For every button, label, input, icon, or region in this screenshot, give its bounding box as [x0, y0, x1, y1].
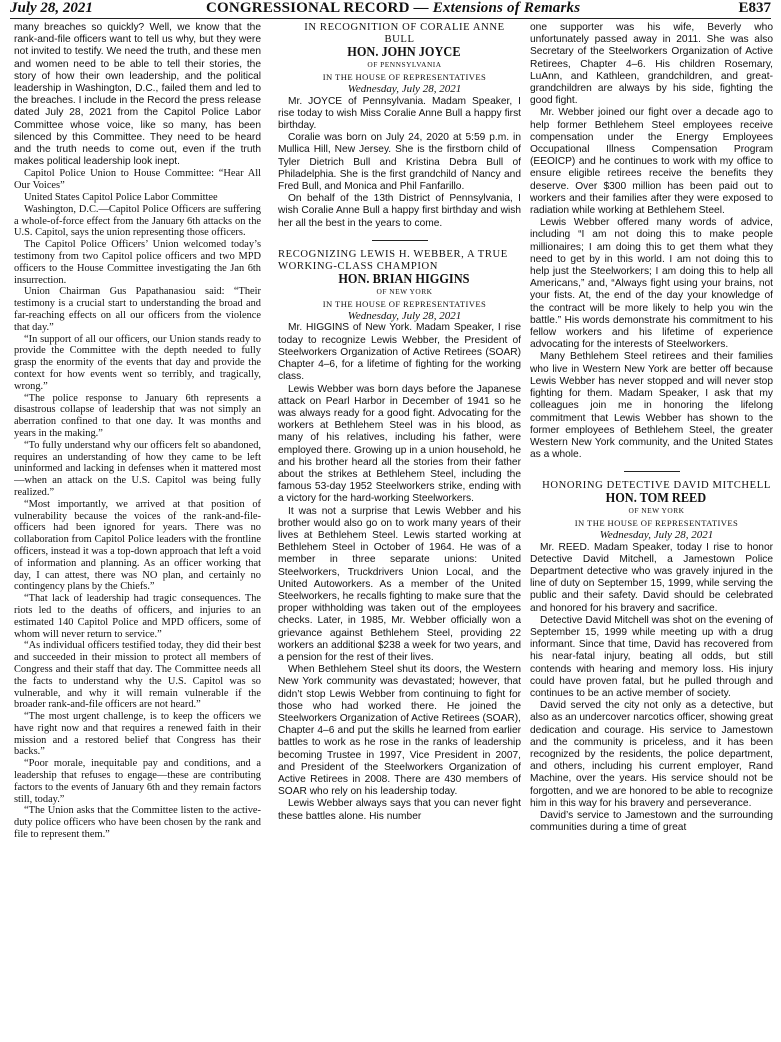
header-date: July 28, 2021 — [10, 0, 93, 16]
column-3 — [530, 22, 773, 1038]
column-2 — [278, 22, 521, 1038]
speech-date: Wednesday, July 28, 2021 — [347, 83, 462, 96]
section-title: HONORING DETECTIVE DAVID MITCHELL — [542, 480, 771, 492]
section-divider — [372, 240, 428, 241]
paragraph: Lewis Webber offered many words of advice, including “I am not doing this to make people millionaires; I am doing this to get them what they need to get by in this world. I am not doing this to help just the Steelworkers; I am doing this to help all Americans,” and, “Always fight using your brains, not your fists. At, the end of the day your knowledge of the contract will be more likely to help you win the battle.” His words demonstrate his commitment to his fellow workers and his lifetime of experience advocating for the interests of Steelworkers. — [530, 217, 773, 351]
speech-date: Wednesday, July 28, 2021 — [347, 310, 462, 323]
paragraph: On behalf of the 13th District of Pennsylvania, I wish Coralie Anne Bull a happy first birthday and wish her all the best in the years to come. — [278, 193, 521, 229]
paragraph: “Poor morale, inequitable pay and conditions, and a leadership that refuses to engage—these are contributing factors to the events of January 6th and they remain factors still, today.” — [14, 758, 261, 805]
paragraph: When Bethlehem Steel shut its doors, the Western New York community was devastated; however, that didn’t stop Lewis Webber from continuing to fight for those who had worked there. He joined the Steelworkers Organization of Active Retirees (SOAR), Chapter 4–6 and put the skills he learned from earlier battles to work as he rose in the ranks of leadership becoming Trustee in 1997, Vice President in 2007, and President of the Steelworkers Organization of Active Retirees in 2008. There are 430 members of SOAR who rely on his leadership today. — [278, 664, 521, 798]
paragraph: Mr. HIGGINS of New York. Madam Speaker, I rise today to recognize Lewis Webber, the President of Steelworkers Organization of Active Retirees (SOAR) Chapter 4–6, for a lifetime of fighting for the working class. — [278, 322, 521, 383]
press-release-source: United States Capitol Police Labor Committee — [24, 192, 218, 204]
header-subtitle: — Extensions of Remarks — [413, 0, 581, 16]
member-name: HON. TOM REED — [605, 490, 707, 506]
paragraph: Many Bethlehem Steel retirees and their families who live in Western New York are better off because Lewis Webber has never stopped and will never stop fighting for them. Madam Speaker, I ask that my colleagues join me in honoring the lifelong commitment that Lewis Webber has shown to the former employees of Bethlehem Steel, the greater Western New York community, and the United States as a whole. — [530, 351, 773, 461]
paragraph: David served the city not only as a detective, but also as an undercover narcotics officer, showing great dedication and courage. His service to Jamestown and the community is priceless, and it has been recognized by the residents, the police department, and others, including his current employer, Rand Machine, over the years. His service should not be forgotten, and we are honored to be able to recognize him in this way for his bravery and perseverance. — [530, 700, 773, 809]
section-title: RECOGNIZING LEWIS H. WEBBER, A TRUE WORKING-CLASS CHAMPION — [278, 248, 508, 273]
header-rule — [10, 18, 771, 19]
paragraph: Mr. REED. Madam Speaker, today I rise to honor Detective David Mitchell, a Jamestown Police Department detective who was gravely injured in the line of duty on September 15, 1999, while serving the public and their safety. David should be celebrated and honored for his bravery and sacrifice. — [530, 541, 773, 614]
paragraph: many breaches so quickly? Well, we know that the rank-and-file officers want to tell us why, but they were not invited to testify. We need the truth, and these men and women need to be able to tell their stories, the story of how their own leadership, and the political leadership in Washington, D.C., failed them and led to the breaches. I include in the Record the press release dated July 28, 2021 from the Capitol Police Labor Committee whose voice, like so many, has been silenced by this Committee. They need to be heard and the truth needs to come out, even if the truth makes political leadership look inept. — [14, 22, 261, 168]
paragraph: “As individual officers testified today, they did their best and succeeded in their mission to protect all members of Congress and their staff that day. The Committee needs all the facts to understand why the U.S. Capitol was so vulnerable, and why it will remain vulnerable if the broader rank-and-file officers are not heard.” — [14, 640, 261, 711]
speech-date: Wednesday, July 28, 2021 — [599, 529, 714, 542]
paragraph: Mr. Webber joined our fight over a decade ago to help former Bethlehem Steel employees receive compensation under the Energy Employees Occupational Illness Compensation Program (EEOICP) and he continues to work with my office to ensure eligible retirees receive the benefits they deserve. Over $300 million has been paid out to workers and their families after they were exposed to radiation while working at Bethlehem Steel. — [530, 107, 773, 217]
member-name: HON. BRIAN HIGGINS — [338, 271, 470, 287]
section-title: IN RECOGNITION OF CORALIE ANNE BULL — [304, 22, 505, 46]
paragraph: one supporter was his wife, Beverly who unfortunately passed away in 2011. She was also Secretary of the Steelworkers Organization of Active Retirees, Chapter 4–6. His children Rosemary, LuAnn, and Kathleen, grandchildren, and great-grandchildren are always by his side, fighting the good fight. — [530, 22, 773, 107]
paragraph: Union Chairman Gus Papathanasiou said: “Their testimony is a crucial start to understanding the broad and far-reaching effects on all our officers from the violence that day.” — [14, 286, 261, 333]
house-label: IN THE HOUSE OF REPRESENTATIVES — [322, 299, 487, 310]
member-state: OF NEW YORK — [376, 286, 433, 296]
paragraph: “In support of all our officers, our Union stands ready to provide the Committee with the depth needed to fully grasp the enormity of the events that day and provide the context for how events went so terribly, and tragically, wrong.” — [14, 333, 261, 392]
paragraph: Lewis Webber was born days before the Japanese attack on Pearl Harbor in December of 1941 so he was always ready for a good fight. Advocating for the workers at Bethlehem Steel was in his blood, as many of his relatives, including his father, were employed there. Growing up in a union household, he and his brother heard all the stories from their father about the strikes at Bethlehem Steel, including the famous 53-day 1952 Steelworkers strike, ending with a victory for the hard-working Steelworkers. — [278, 383, 521, 505]
paragraph: Lewis Webber always says that you can never fight these battles alone. His number — [278, 798, 521, 822]
paragraph: The Capitol Police Officers’ Union welcomed today’s testimony from two Capitol police officers and two MPD officers to the House Committee investigating the Jan 6th insurrection. — [14, 239, 261, 286]
paragraph: Detective David Mitchell was shot on the evening of September 15, 1999 while meeting up with a drug informant. Since that time, David has recovered from his near-fatal injury, beating all odds, but still contends with hearing and memory loss. His injury could have proven fatal, but he pulled through and continues to be an active member of society. — [530, 614, 773, 699]
press-release-title: Capitol Police Union to House Committee: “Hear All Our Voices” — [14, 168, 261, 192]
paragraph: Coralie was born on July 24, 2020 at 5:59 p.m. in Mullica Hill, New Jersey. She is the firstborn child of Tyler Dietrich Bull and Kristina Debra Bull of Philadelphia. She is the first grandchild of Nancy and Fred Bull, and Monica and Phil Fanfarillo. — [278, 132, 521, 193]
paragraph: “To fully understand why our officers felt so abandoned, requires an understanding of how they came to be left uninformed and lacking in defenses when it mattered most—when an attack on the U.S. Capitol was being fully realized.” — [14, 439, 261, 498]
paragraph: David’s service to Jamestown and the surrounding communities during a time of great — [530, 810, 773, 834]
column-1 — [14, 22, 261, 1038]
house-label: IN THE HOUSE OF REPRESENTATIVES — [574, 518, 739, 529]
member-state: OF PENNSYLVANIA — [367, 60, 442, 70]
header-page-number: E837 — [738, 0, 771, 16]
paragraph: “The most urgent challenge, is to keep the officers we have right now and that requires a renewed faith in their mission and a restored belief that Congress has their backs.” — [14, 711, 261, 758]
house-label: IN THE HOUSE OF REPRESENTATIVES — [322, 72, 487, 83]
paragraph: “The Union asks that the Committee listen to the active-duty police officers who have been chosen by the rank and file to represent them.” — [14, 805, 261, 841]
section-divider — [624, 471, 680, 472]
paragraph: “Most importantly, we arrived at that position of vulnerability because the voices of the rank-and-file-officers had been ignored for years. There was no collaboration from Capitol Police leaders with the frontline officers, instead it was a top-down approach that left a void of information and planning. As an officer working that day, I can attest, there was NO plan, and certainly no contingency plans by the Chiefs.” — [14, 498, 261, 593]
page-header — [10, 0, 771, 18]
paragraph: It was not a surprise that Lewis Webber and his brother would also go on to work many years of their lives at Bethlehem Steel. Lewis started working at Bethlehem Steel in October of 1964. He was of a member in three separate unions: United Steelworkers, Truckdrivers Union Local, and the United Autoworkers. As a member of the United Steelworkers, he recalls fighting to make sure that the proper withholding was taken out of the employees checks. Later, in 1985, Mr. Webber officially won a grievance against Bethlehem Steel, providing 22 workers an additional $238 a week for two years, and a pension for the rest of their lives. — [278, 505, 521, 663]
header-title-group — [206, 0, 580, 17]
member-name: HON. JOHN JOYCE — [347, 44, 461, 60]
header-title: CONGRESSIONAL RECORD — [206, 0, 410, 16]
paragraph: Washington, D.C.—Capitol Police Officers are suffering a whole-of-force effect from the January 6th attacks on the U.S. Capitol, says the union representing those officers. — [14, 203, 261, 239]
member-state: OF NEW YORK — [628, 505, 685, 515]
paragraph: “That lack of leadership had tragic consequences. The riots led to the deaths of officers, and injuries to an estimated 140 Capitol Police and MPD officers, some of whom will never return to service.” — [14, 593, 261, 640]
paragraph: “The police response to January 6th represents a disastrous collapse of leadership that was not simply an aberration confined to that one day. It was months and years in the making.” — [14, 392, 261, 439]
paragraph: Mr. JOYCE of Pennsylvania. Madam Speaker, I rise today to wish Miss Coralie Anne Bull a happy first birthday. — [278, 95, 521, 132]
